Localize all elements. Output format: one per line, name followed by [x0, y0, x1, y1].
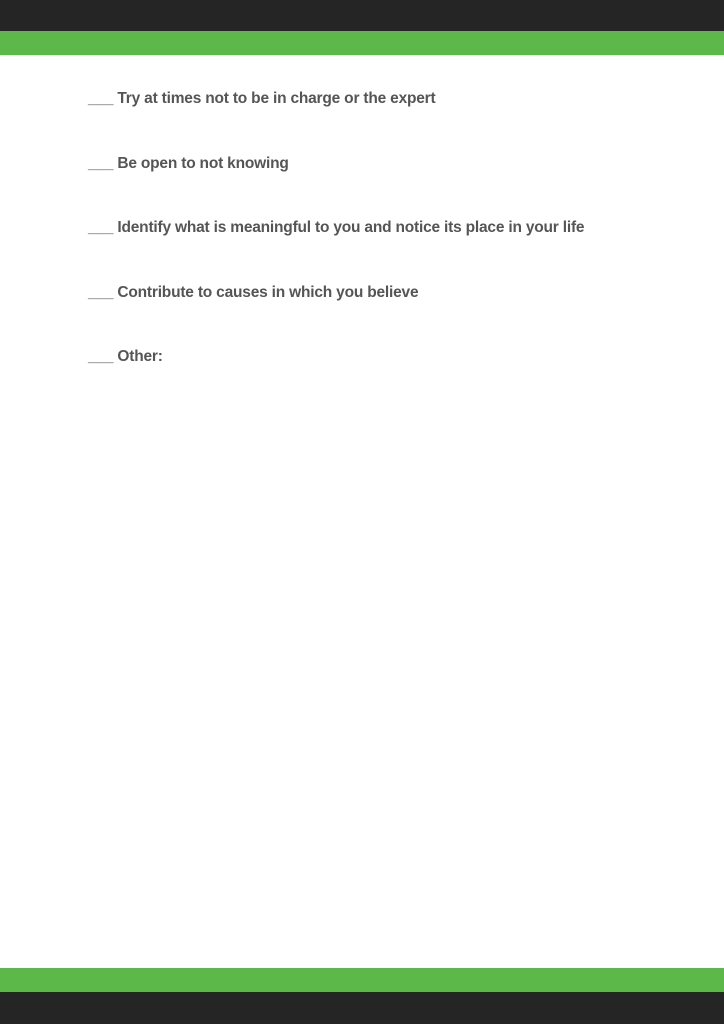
footer-green-band [0, 968, 724, 992]
footer-dark-band [0, 992, 724, 1024]
header-green-band [0, 31, 724, 55]
blank-line[interactable]: ___ [88, 90, 114, 107]
checklist-item [88, 282, 688, 347]
blank-line[interactable]: ___ [88, 154, 114, 172]
checklist-item [88, 88, 688, 153]
checklist [88, 88, 688, 411]
header-dark-band [0, 0, 724, 31]
item-label: Be open to not knowing [117, 154, 289, 172]
item-label: Contribute to causes in which you believe [117, 283, 419, 301]
blank-line[interactable]: ___ [88, 283, 114, 301]
checklist-item [88, 346, 688, 411]
checklist-item [88, 153, 688, 218]
blank-line[interactable]: ___ [88, 348, 114, 365]
blank-line[interactable]: ___ [88, 219, 114, 236]
item-label: Other: [117, 348, 163, 365]
checklist-item [88, 217, 688, 282]
item-label: Try at times not to be in charge or the expert [117, 90, 436, 107]
item-label: Identify what is meaningful to you and notice its place in your life [117, 219, 585, 236]
